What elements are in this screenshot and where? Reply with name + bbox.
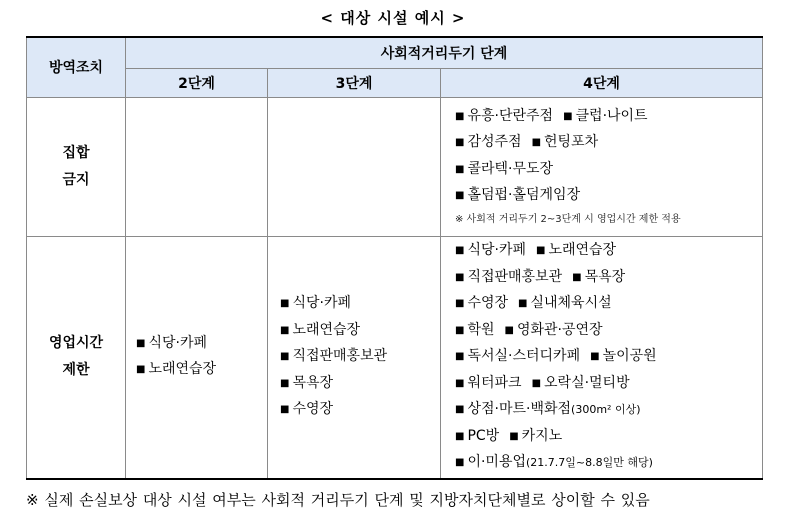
facility-name: 식당·카페	[292, 295, 351, 311]
cell-gathering-ban-stage3	[268, 97, 441, 236]
list-item	[280, 318, 440, 345]
square-bullet-icon: ■	[455, 271, 465, 283]
square-bullet-icon: ■	[455, 324, 465, 336]
header-stage2: 2단계	[126, 68, 268, 97]
list-item	[136, 357, 267, 384]
square-bullet-icon: ■	[280, 324, 290, 336]
facility-name: 직접판매홍보관	[467, 268, 563, 285]
list-item	[455, 183, 762, 210]
row-label-line: 영업시간	[48, 335, 104, 352]
facility-name: 헌팅포차	[544, 134, 599, 150]
list-item	[455, 238, 762, 265]
list-item	[455, 344, 762, 371]
square-bullet-icon: ■	[536, 245, 546, 256]
facility-name: 노래연습장	[548, 242, 617, 258]
square-bullet-icon: ■	[455, 298, 465, 309]
list-item	[455, 397, 762, 424]
facility-name: 오락실·멀티방	[544, 374, 630, 391]
facility-name: 직접판매홍보관	[292, 348, 388, 364]
list-item	[280, 291, 440, 318]
row-label-line: 제한	[62, 362, 90, 379]
row-label-gathering-ban	[27, 97, 126, 236]
list-item	[455, 291, 762, 318]
cell-gathering-ban-stage2	[126, 97, 268, 236]
row-label-line: 금지	[62, 171, 90, 188]
square-bullet-icon: ■	[518, 298, 528, 309]
facility-name: 영화관·공연장	[516, 321, 603, 338]
header-stage3: 3단계	[268, 68, 441, 97]
facility-name: 콜라텍·무도장	[467, 160, 554, 177]
facility-note: (300m² 이상)	[571, 403, 641, 416]
facility-name: PC방	[467, 427, 500, 444]
facility-name: 이·미용업	[467, 454, 526, 470]
square-bullet-icon: ■	[509, 430, 519, 442]
facility-name: 수영장	[467, 295, 509, 311]
footnote: ※ 실제 손실보상 대상 시설 여부는 사회적 거리두기 단계 및 지방자치단체별로 상이할 수 있음	[26, 491, 650, 509]
square-bullet-icon: ■	[455, 457, 465, 468]
square-bullet-icon: ■	[455, 110, 465, 122]
facility-name: 목욕장	[292, 374, 334, 391]
facility-name: 상점·마트·백화점	[467, 401, 572, 417]
facility-name: 노래연습장	[292, 321, 361, 338]
square-bullet-icon: ■	[455, 430, 465, 442]
facility-name: 식당·카페	[148, 334, 207, 351]
list-item	[280, 344, 440, 371]
square-bullet-icon: ■	[455, 377, 465, 389]
facility-name: 카지노	[521, 427, 563, 444]
square-bullet-icon: ■	[590, 351, 600, 362]
list-item	[136, 331, 267, 358]
cell-hours-limit-stage2	[126, 236, 268, 479]
facility-name: 수영장	[292, 401, 334, 417]
list-item	[455, 318, 762, 345]
square-bullet-icon: ■	[280, 351, 290, 362]
facility-note: (21.7.7일~8.8일만 해당)	[526, 456, 653, 469]
table-title: < 대상 시설 예시 >	[320, 9, 466, 27]
square-bullet-icon: ■	[455, 137, 465, 148]
square-bullet-icon: ■	[455, 404, 465, 415]
square-bullet-icon: ■	[455, 190, 465, 201]
square-bullet-icon: ■	[531, 377, 542, 389]
facility-table	[26, 36, 763, 480]
header-measures: 방역조치	[27, 37, 126, 97]
list-item	[455, 130, 762, 157]
row-gathering-ban	[27, 97, 763, 236]
header-stage4: 4단계	[441, 68, 763, 97]
square-bullet-icon: ■	[455, 351, 465, 362]
list-item	[455, 104, 762, 131]
facility-name: 클럽·나이트	[575, 107, 648, 124]
square-bullet-icon: ■	[280, 377, 290, 389]
stage4-note: ※ 사회적 거리두기 2~3단계 시 영업시간 제한 적용	[455, 213, 681, 225]
square-bullet-icon: ■	[504, 324, 514, 336]
square-bullet-icon: ■	[136, 364, 146, 376]
list-item	[455, 424, 762, 451]
list-item	[455, 371, 762, 398]
square-bullet-icon: ■	[531, 137, 542, 148]
facility-name: 유흥·단란주점	[467, 107, 554, 124]
header-distancing-stage: 사회적거리두기 단계	[126, 37, 763, 68]
row-label-line: 집합	[62, 144, 90, 161]
square-bullet-icon: ■	[280, 298, 290, 309]
list-item	[280, 371, 440, 398]
facility-name: 워터파크	[467, 374, 522, 391]
list-item	[455, 450, 762, 477]
square-bullet-icon: ■	[455, 245, 465, 256]
cell-hours-limit-stage4	[441, 236, 763, 479]
facility-name: 놀이공원	[602, 348, 657, 364]
facility-name: 노래연습장	[148, 361, 217, 378]
facility-name: 홀덤펍·홀덤게임장	[467, 187, 581, 203]
list-item	[455, 157, 762, 184]
square-bullet-icon: ■	[136, 337, 146, 349]
facility-name: 독서실·스터디카페	[467, 348, 581, 364]
row-hours-limit	[27, 236, 763, 479]
list-item	[455, 265, 762, 292]
row-label-hours-limit	[27, 236, 126, 479]
square-bullet-icon: ■	[280, 404, 290, 415]
facility-name: 식당·카페	[467, 242, 526, 258]
square-bullet-icon: ■	[563, 110, 573, 122]
facility-name: 목욕장	[584, 268, 626, 285]
square-bullet-icon: ■	[455, 163, 465, 175]
facility-name: 감성주점	[467, 134, 522, 150]
cell-hours-limit-stage3	[268, 236, 441, 479]
list-item	[280, 397, 440, 424]
facility-name: 학원	[467, 321, 495, 338]
facility-name: 실내체육시설	[530, 295, 612, 311]
cell-gathering-ban-stage4	[441, 97, 763, 236]
square-bullet-icon: ■	[572, 271, 582, 283]
